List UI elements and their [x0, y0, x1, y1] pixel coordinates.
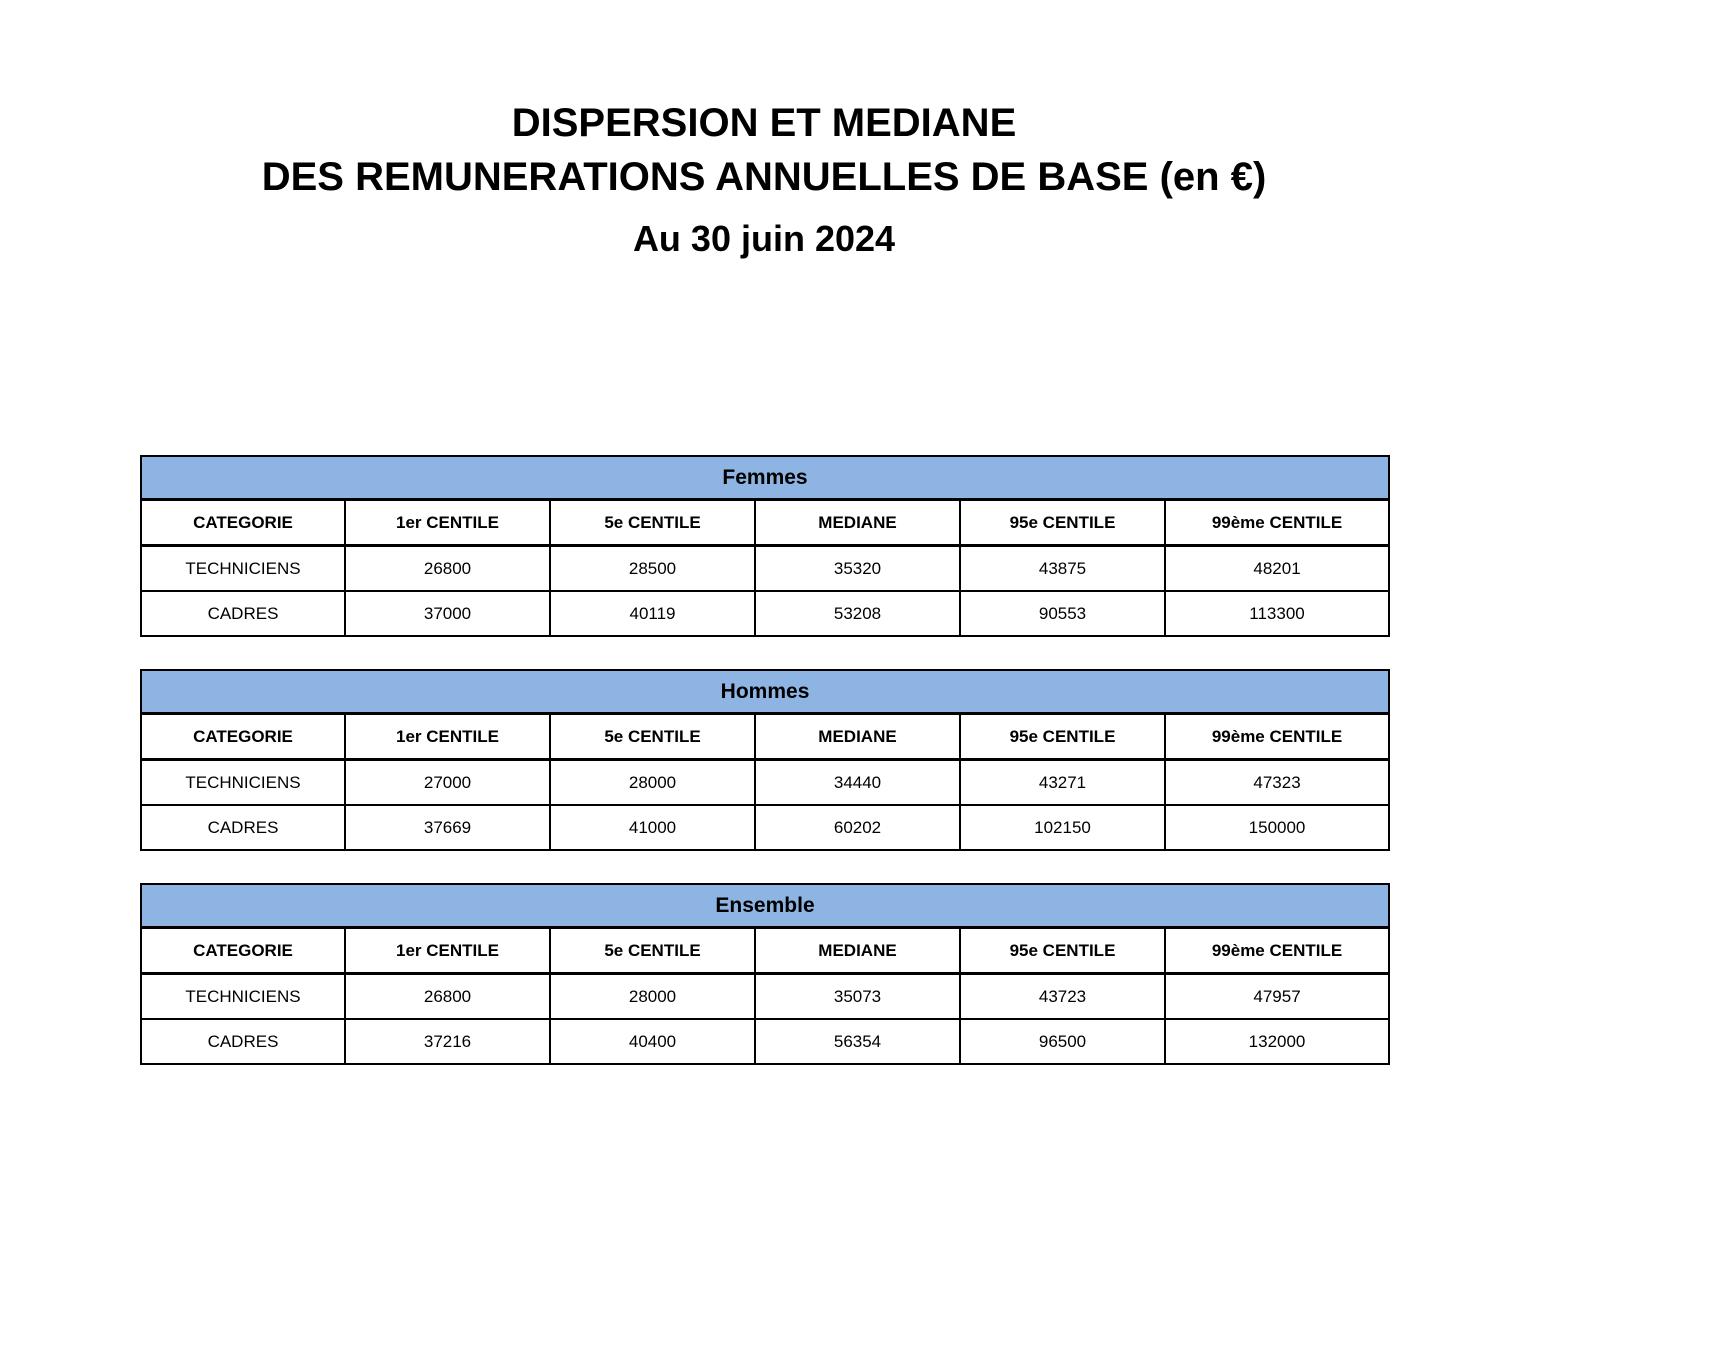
value-cell: 47957	[1165, 974, 1389, 1020]
table-title-row	[141, 456, 1389, 500]
value-cell: 43723	[960, 974, 1165, 1020]
column-header-1er-centile: 1er CENTILE	[345, 714, 550, 760]
row-ensemble-cadres	[141, 1019, 1389, 1064]
row-ensemble-techniciens	[141, 974, 1389, 1020]
value-cell: 43875	[960, 546, 1165, 592]
column-header-5e-centile: 5e CENTILE	[550, 928, 755, 974]
value-cell: 26800	[345, 974, 550, 1020]
page-title-line2: DES REMUNERATIONS ANNUELLES DE BASE (en €)	[261, 155, 1267, 199]
column-header-categorie: CATEGORIE	[141, 714, 345, 760]
row-hommes-techniciens	[141, 760, 1389, 806]
value-cell: 35073	[755, 974, 960, 1020]
value-cell: 40119	[550, 591, 755, 636]
table-title-femmes: Femmes	[141, 456, 1389, 500]
category-cell: CADRES	[141, 1019, 345, 1064]
table-hommes	[140, 669, 1390, 851]
column-header-99eme-centile: 99ème CENTILE	[1165, 714, 1389, 760]
column-header-99eme-centile: 99ème CENTILE	[1165, 928, 1389, 974]
column-header-1er-centile: 1er CENTILE	[345, 500, 550, 546]
table-title-hommes: Hommes	[141, 670, 1389, 714]
column-header-95e-centile: 95e CENTILE	[960, 500, 1165, 546]
table-title-row	[141, 884, 1389, 928]
category-cell: TECHNICIENS	[141, 974, 345, 1020]
value-cell: 150000	[1165, 805, 1389, 850]
table-section-femmes	[140, 455, 1388, 637]
value-cell: 34440	[755, 760, 960, 806]
table-section-ensemble	[140, 883, 1388, 1065]
category-cell: TECHNICIENS	[141, 760, 345, 806]
value-cell: 48201	[1165, 546, 1389, 592]
table-title-row	[141, 670, 1389, 714]
value-cell: 37000	[345, 591, 550, 636]
row-femmes-techniciens	[141, 546, 1389, 592]
column-header-95e-centile: 95e CENTILE	[960, 714, 1165, 760]
column-header-mediane: MEDIANE	[755, 714, 960, 760]
value-cell: 53208	[755, 591, 960, 636]
category-cell: CADRES	[141, 805, 345, 850]
value-cell: 28500	[550, 546, 755, 592]
value-cell: 132000	[1165, 1019, 1389, 1064]
value-cell: 47323	[1165, 760, 1389, 806]
value-cell: 41000	[550, 805, 755, 850]
value-cell: 43271	[960, 760, 1165, 806]
table-femmes	[140, 455, 1390, 637]
value-cell: 35320	[755, 546, 960, 592]
column-header-5e-centile: 5e CENTILE	[550, 500, 755, 546]
value-cell: 26800	[345, 546, 550, 592]
value-cell: 40400	[550, 1019, 755, 1064]
value-cell: 37216	[345, 1019, 550, 1064]
column-header-categorie: CATEGORIE	[141, 500, 345, 546]
table-section-hommes	[140, 669, 1388, 851]
table-header-row	[141, 928, 1389, 974]
category-cell: CADRES	[141, 591, 345, 636]
value-cell: 28000	[550, 974, 755, 1020]
row-femmes-cadres	[141, 591, 1389, 636]
page-subtitle: Au 30 juin 2024	[632, 218, 896, 259]
column-header-99eme-centile: 99ème CENTILE	[1165, 500, 1389, 546]
column-header-5e-centile: 5e CENTILE	[550, 714, 755, 760]
table-header-row	[141, 500, 1389, 546]
column-header-1er-centile: 1er CENTILE	[345, 928, 550, 974]
value-cell: 90553	[960, 591, 1165, 636]
table-title-ensemble: Ensemble	[141, 884, 1389, 928]
value-cell: 60202	[755, 805, 960, 850]
table-ensemble	[140, 883, 1390, 1065]
row-hommes-cadres	[141, 805, 1389, 850]
column-header-mediane: MEDIANE	[755, 928, 960, 974]
value-cell: 96500	[960, 1019, 1165, 1064]
value-cell: 37669	[345, 805, 550, 850]
category-cell: TECHNICIENS	[141, 546, 345, 592]
column-header-mediane: MEDIANE	[755, 500, 960, 546]
value-cell: 113300	[1165, 591, 1389, 636]
page-title-line1: DISPERSION ET MEDIANE	[511, 101, 1017, 145]
column-header-categorie: CATEGORIE	[141, 928, 345, 974]
value-cell: 28000	[550, 760, 755, 806]
value-cell: 56354	[755, 1019, 960, 1064]
column-header-95e-centile: 95e CENTILE	[960, 928, 1165, 974]
value-cell: 27000	[345, 760, 550, 806]
table-header-row	[141, 714, 1389, 760]
value-cell: 102150	[960, 805, 1165, 850]
page-title	[140, 96, 1388, 204]
